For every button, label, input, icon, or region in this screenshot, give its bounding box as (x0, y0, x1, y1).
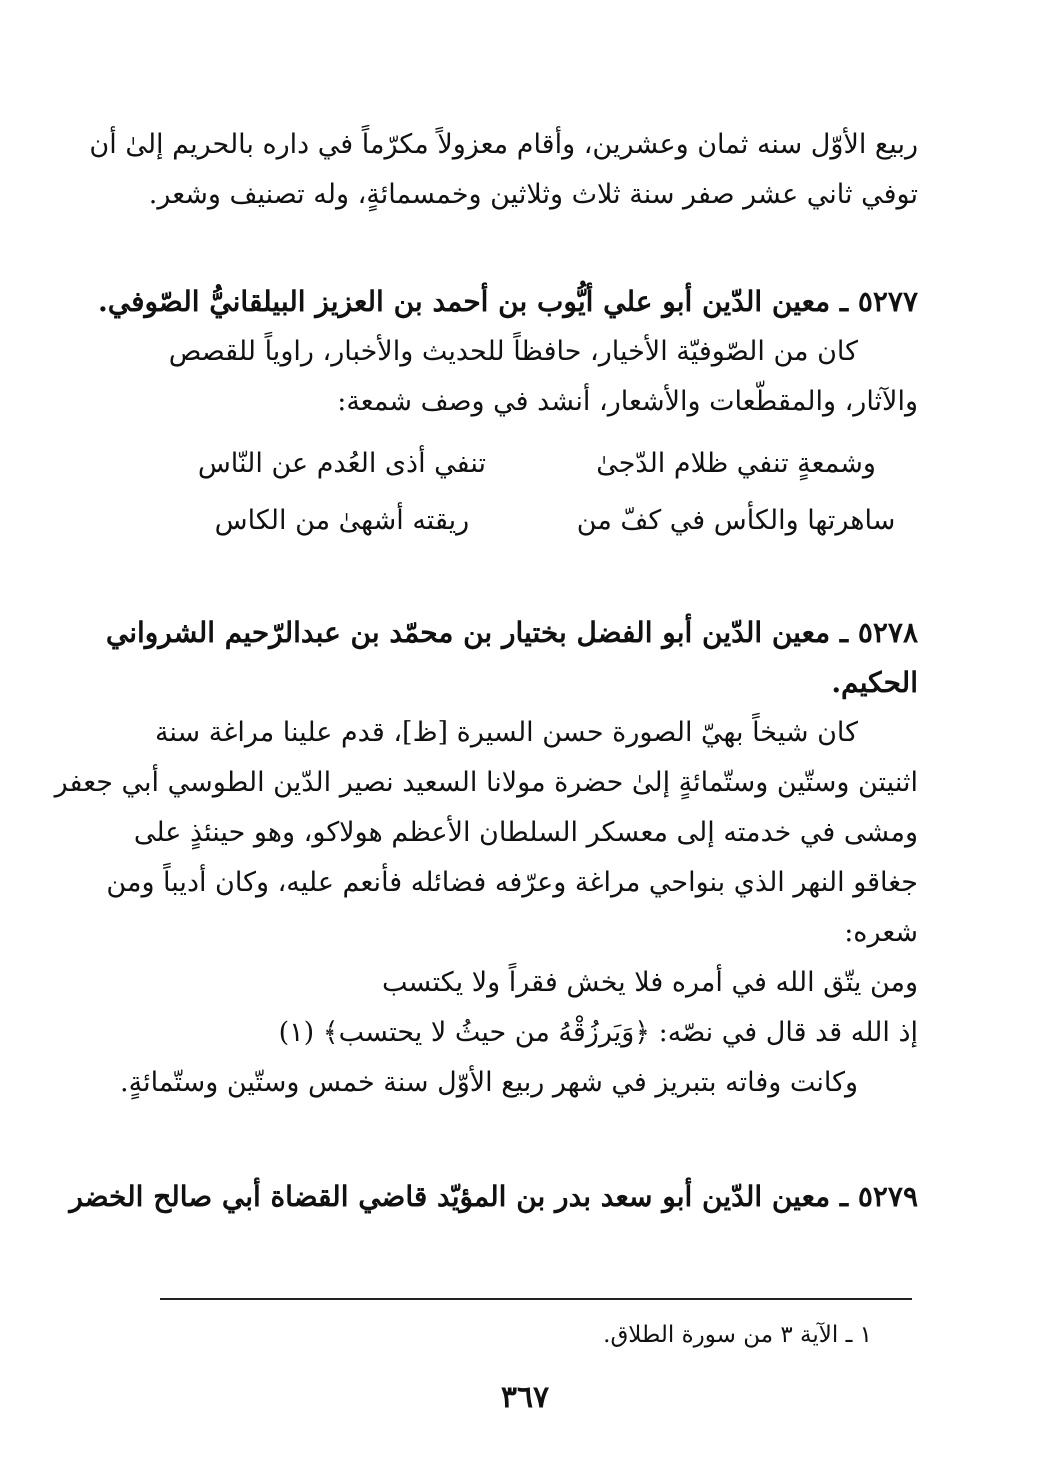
text-line: وكانت وفاته بتبريز في شهر ربيع الأوّل سنة خمس وستّين وستّمائةٍ. (120, 1067, 858, 1098)
text-line: والآثار، والمقطّعات والأشعار، أنشد في وصف شمعة: (337, 386, 918, 417)
footnote: ١ ـ الآية ٣ من سورة الطلاق. (603, 1322, 872, 1348)
verse-second-hemistich: ريقته أشهىٰ من الكاس (214, 505, 470, 536)
footnote-divider (160, 1298, 912, 1300)
text-line: جغاقو النهر الذي بنواحي مراغة وعرّفه فضائله فأنعم عليه، وكان أديباً ومن (106, 867, 918, 898)
verse-line: إذ الله قد قال في نصّه: ﴿وَيَرزُقْهُ من حيثُ لا يحتسب﴾ (١) (278, 1017, 918, 1048)
entry-heading: ٥٢٧٨ ـ معين الدّين أبو الفضل بختيار بن محمّد بن عبدالرّحيم الشرواني (105, 616, 918, 649)
intro-paragraph (89, 120, 918, 220)
text-line: توفي ثاني عشر صفر سنة ثلاث وثلاثين وخمسمائةٍ، وله تصنيف وشعر. (148, 179, 918, 210)
verse-first-hemistich: وشمعةٍ تنفي ظلام الدّجىٰ (596, 448, 876, 479)
text-line: اثنيتن وستّين وستّمائةٍ إلىٰ حضرة مولانا السعيد نصير الدّين الطوسي أبي جعفر (54, 767, 918, 798)
verse-row (160, 492, 918, 549)
text-line: كان من الصّوفيّة الأخيار، حافظاً للحديث والأخبار، راوياً للقصص (168, 336, 858, 367)
verse-second-hemistich: تنفي أذى العُدم عن النّاس (197, 448, 486, 479)
entry-5278 (54, 608, 918, 1108)
text-line: ومشى في خدمته إلى معسكر السلطان الأعظم هولاكو، وهو حينئذٍ على (133, 817, 918, 848)
entry-5279 (69, 1172, 918, 1222)
entry-heading: ٥٢٧٧ ـ معين الدّين أبو علي أيُّوب بن أحمد بن العزيز البيلقانيُّ الصّوفي. (98, 285, 918, 318)
text-line: ربيع الأوّل سنه ثمان وعشرين، وأقام معزولاً مكرّماً في داره بالحريم إلىٰ أن (89, 129, 918, 160)
text-line: كان شيخاً بهيّ الصورة حسن السيرة [ظ]، قدم علينا مراغة سنة (154, 717, 858, 748)
verse-row (160, 435, 918, 492)
entry-heading-continuation: الحكيم. (831, 666, 918, 699)
entry-5277 (98, 277, 918, 549)
verse-line: ومن يتّق الله في أمره فلا يخش فقراً ولا يكتسب (382, 967, 918, 998)
entry-heading: ٥٢٧٩ ـ معين الدّين أبو سعد بدر بن المؤيّد قاضي القضاة أبي صالح الخضر (69, 1180, 918, 1213)
verse-first-hemistich: ساهرتها والكأس في كفّ من (576, 505, 896, 536)
page-number: ٣٦٧ (500, 1380, 550, 1415)
text-line: شعره: (844, 917, 918, 948)
poem (160, 435, 918, 549)
